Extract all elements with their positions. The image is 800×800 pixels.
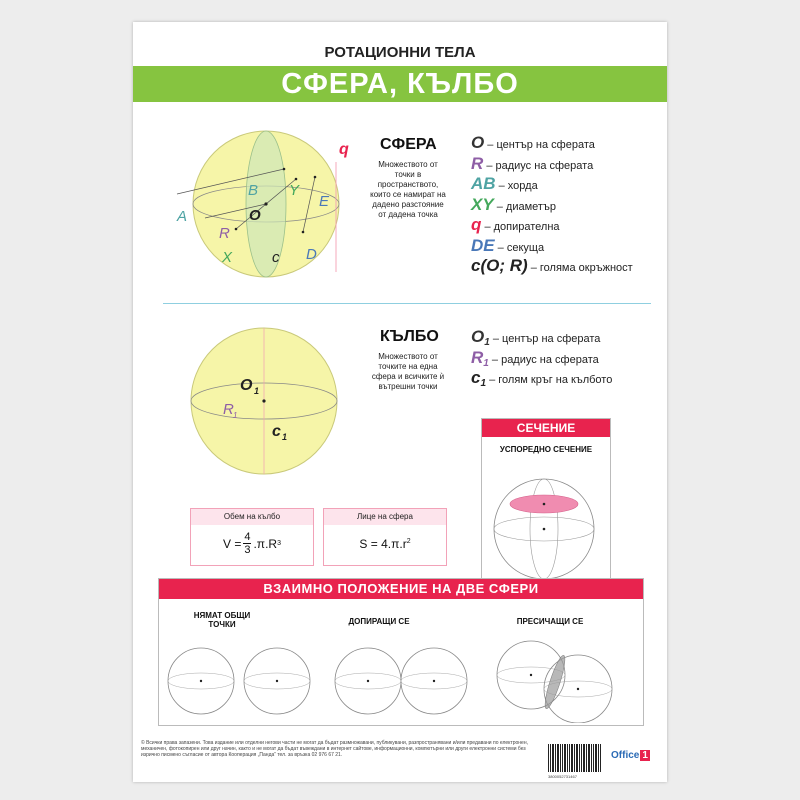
label-X: X — [222, 249, 233, 266]
section-subtitle: УСПОРЕДНО СЕЧЕНИЕ — [499, 445, 593, 454]
positions-title: ВЗАИМНО ПОЛОЖЕНИЕ НА ДВЕ СФЕРИ — [159, 579, 643, 599]
ball-label-O: O — [240, 377, 253, 394]
label-R: R — [219, 225, 230, 242]
surface-formula: $S = 4.\pi.r^2$ — [359, 537, 411, 551]
label-Y: Y — [289, 182, 300, 199]
ball-label-O-sub: 1 — [254, 386, 260, 396]
sphere-title: СФЕРА — [380, 136, 437, 153]
legend-row: XY – диаметър — [471, 194, 556, 214]
legend-row: $O_1$ – център на сферата — [471, 327, 601, 349]
top-title: РОТАЦИОННИ ТЕЛА — [324, 44, 476, 61]
legend-row: R – радиус на сферата — [471, 153, 594, 173]
section-box — [481, 418, 611, 594]
volume-formula-box — [190, 508, 314, 566]
ball-label-c-sub: 1 — [282, 432, 288, 442]
label-q: q — [339, 141, 349, 158]
copyright-notice: © Всички права запазени. Това издание или отделни негови части не могат да бъдат размножавани, публикувани, разпространявани и/или предавани по електронен, механичен, фотокопирен или друг начин, както и не могат да бъдат въвеждани в интернет сайтове, информационни, компютърни или други електронни системи без изрично писмено съгласие от автора Кооперация „Панда“ тел. за връзка 02 976 67 21. — [141, 740, 528, 758]
barcode-number: 3800052731467 — [548, 774, 577, 779]
barcode-icon — [548, 744, 602, 774]
banner-title: СФЕРА, КЪЛБО — [133, 66, 667, 102]
surface-formula-box — [323, 508, 447, 566]
surface-formula-title: Лице на сфера — [324, 509, 446, 525]
case-intersecting: ПРЕСИЧАЩИ СЕ — [516, 617, 584, 626]
label-B: B — [248, 182, 259, 199]
section-diagram — [482, 459, 610, 589]
brand-logo: Office 1 — [611, 750, 648, 761]
section-divider — [163, 303, 651, 304]
label-c: c — [272, 249, 280, 266]
label-A: A — [177, 208, 188, 225]
legend-row: q – допирателна — [471, 215, 560, 234]
positions-diagram — [159, 639, 643, 723]
ball-label-R: R — [223, 401, 234, 418]
legend-row: O – център на сферата — [471, 133, 595, 152]
legend-row: AB – хорда — [471, 174, 538, 193]
positions-box — [158, 578, 644, 726]
legend-row: $R_1$ – радиус на сферата — [471, 347, 599, 369]
legend-row: c(O; R) – голяма окръжност — [471, 256, 633, 275]
section-title: СЕЧЕНИЕ — [482, 419, 610, 437]
sphere-description: Множеството от точки в пространството, които се намират на дадено разстояние от дадена точка — [370, 160, 446, 219]
label-O: O — [249, 207, 261, 224]
case-tangent: ДОПИРАЩИ СЕ — [348, 617, 410, 626]
volume-formula-title: Обем на кълбо — [191, 509, 313, 525]
ball-description: Множеството от точките на една сфера и всичките ѝ вътрешни точки — [371, 352, 445, 391]
sphere-diagram — [163, 122, 363, 282]
ball-diagram — [173, 318, 343, 478]
legend-row: DE – секуща — [471, 235, 545, 255]
legend-row: $c_1$ – голям кръг на кълбото — [471, 368, 613, 390]
ball-title: КЪЛБО — [380, 328, 439, 345]
sphere-legend — [471, 133, 661, 277]
volume-formula: V = $\frac{4}{3}$ .π.R 3 — [222, 531, 281, 556]
ball-label-R-sub: 1 — [233, 411, 238, 420]
ball-label-c: c — [272, 423, 281, 440]
case-no-common-points: НЯМАТ ОБЩИ ТОЧКИ — [193, 611, 251, 629]
label-D: D — [306, 246, 317, 263]
label-E: E — [319, 193, 330, 210]
ball-legend — [471, 327, 661, 389]
poster — [133, 22, 667, 782]
